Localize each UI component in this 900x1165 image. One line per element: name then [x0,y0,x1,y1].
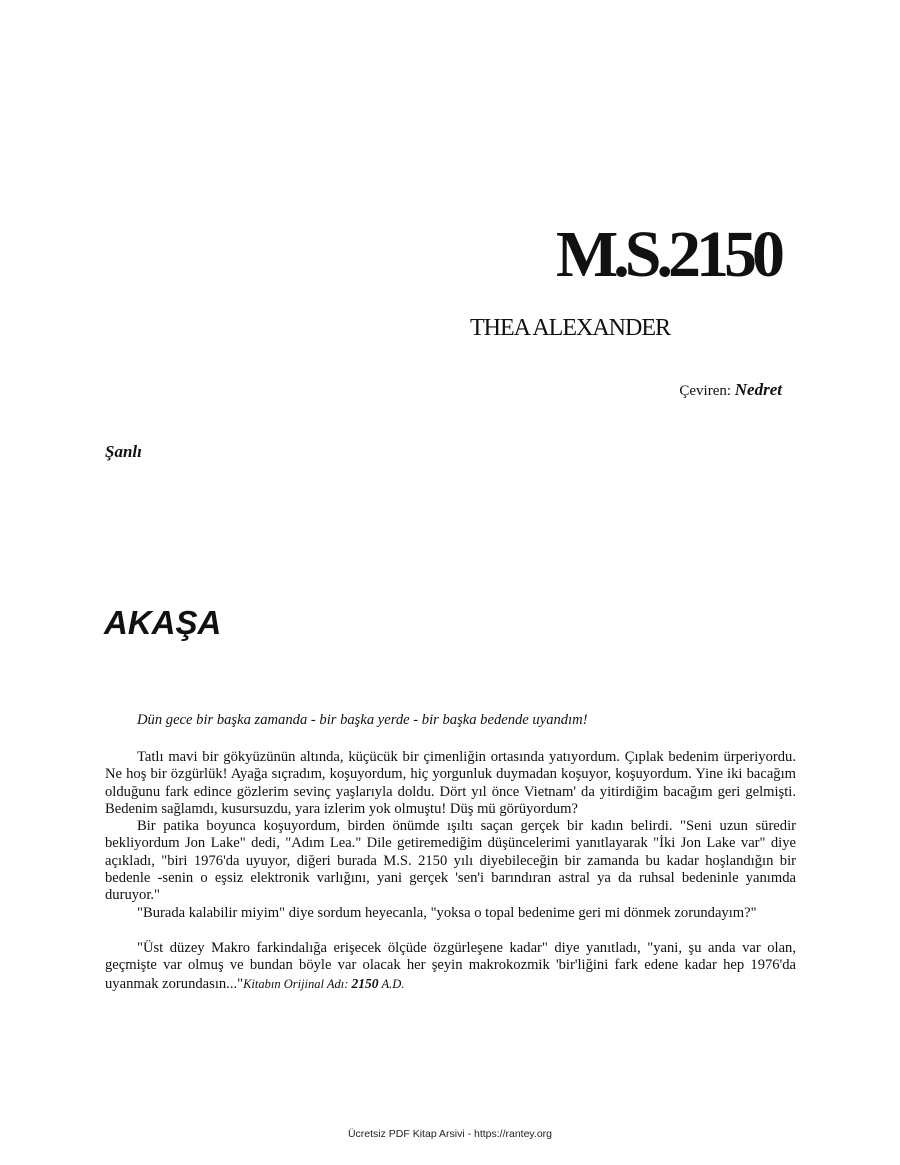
body-paragraph: Tatlı mavi bir gökyüzünün altında, küçücük bir çimenliğin ortasında yatıyordum. Çıplak bedenim ürperiyordu. Ne hoş bir özgürlük! Ayağa sıçradım, koşuyordum, hiç yorgunluk duymadan koşuyor, koşuyordum. Yine iki bacağım olduğunu fark edince gözlerim sevinç yaşlarıyla doldu. Dört yıl önce Vietnam' da yitirdiğim bacağım geri gelmişti. Bedenim sağlamdı, kusursuzdu, yara izlerim yok olmuştu! Düş mü görüyordum? [105,749,796,817]
translator-prefix: Çeviren: [679,383,732,399]
book-author: THEA ALEXANDER [470,315,670,341]
chapter-heading: AKAŞA [104,604,222,641]
original-title-suffix: A.D. [381,976,405,991]
original-title-number: 2150 [351,975,379,991]
chapter-epigraph: Dün gece bir başka zamanda - bir başka yerde - bir başka bedende uyandım! [137,712,588,728]
body-paragraph-last [105,940,796,993]
original-title-note [243,977,404,991]
body-paragraph: "Burada kalabilir miyim" diye sordum heyecanla, "yoksa o topal bedenime geri mi dönmek zorundayım?" [137,904,757,921]
body-paragraph-text: "Üst düzey Makro farkindalığa erişecek ölçüde özgürleşene kadar" diye yanıtladı, "yani, şu anda var olan, geçmişte var olmuş ve bundan böyle var olacak her şeyin makrokozmik 'bir'liğini fark edene kadar hep 1976'da uyanmak zorundasın..." [105,939,796,992]
body-paragraph: Bir patika boyunca koşuyordum, birden önümde ışıltı saçan gerçek bir kadın belirdi. "Seni uzun süredir bekliyordum Jon Lake" dedi, "Adım Lea." Dile getiremediğim düşüncelerimi yanıtlayarak "İki Jon Lake var" diye açıkladı, "biri 1976'da uyuyor, diğeri burada M.S. 2150 yılı diyebileceğin bir zamanda bu kadar hoşlandığın bir bedenle -senin o eşsiz elektronik varlığını, yani gerçek 'sen'i barındıran astral ya da ruhsal bedeninle yanımda duruyor." [105,818,796,904]
translator-surname: Şanlı [105,442,142,461]
translator-line [560,380,782,400]
page-footer: Ücretsiz PDF Kitap Arsivi - https://rantey.org [347,1128,553,1140]
book-title: M.S.2150 [556,218,780,291]
chapter-body [105,749,796,993]
original-title-prefix: Kitabın Orijinal Adı: [243,976,349,991]
translator-name: Nedret [734,380,782,399]
